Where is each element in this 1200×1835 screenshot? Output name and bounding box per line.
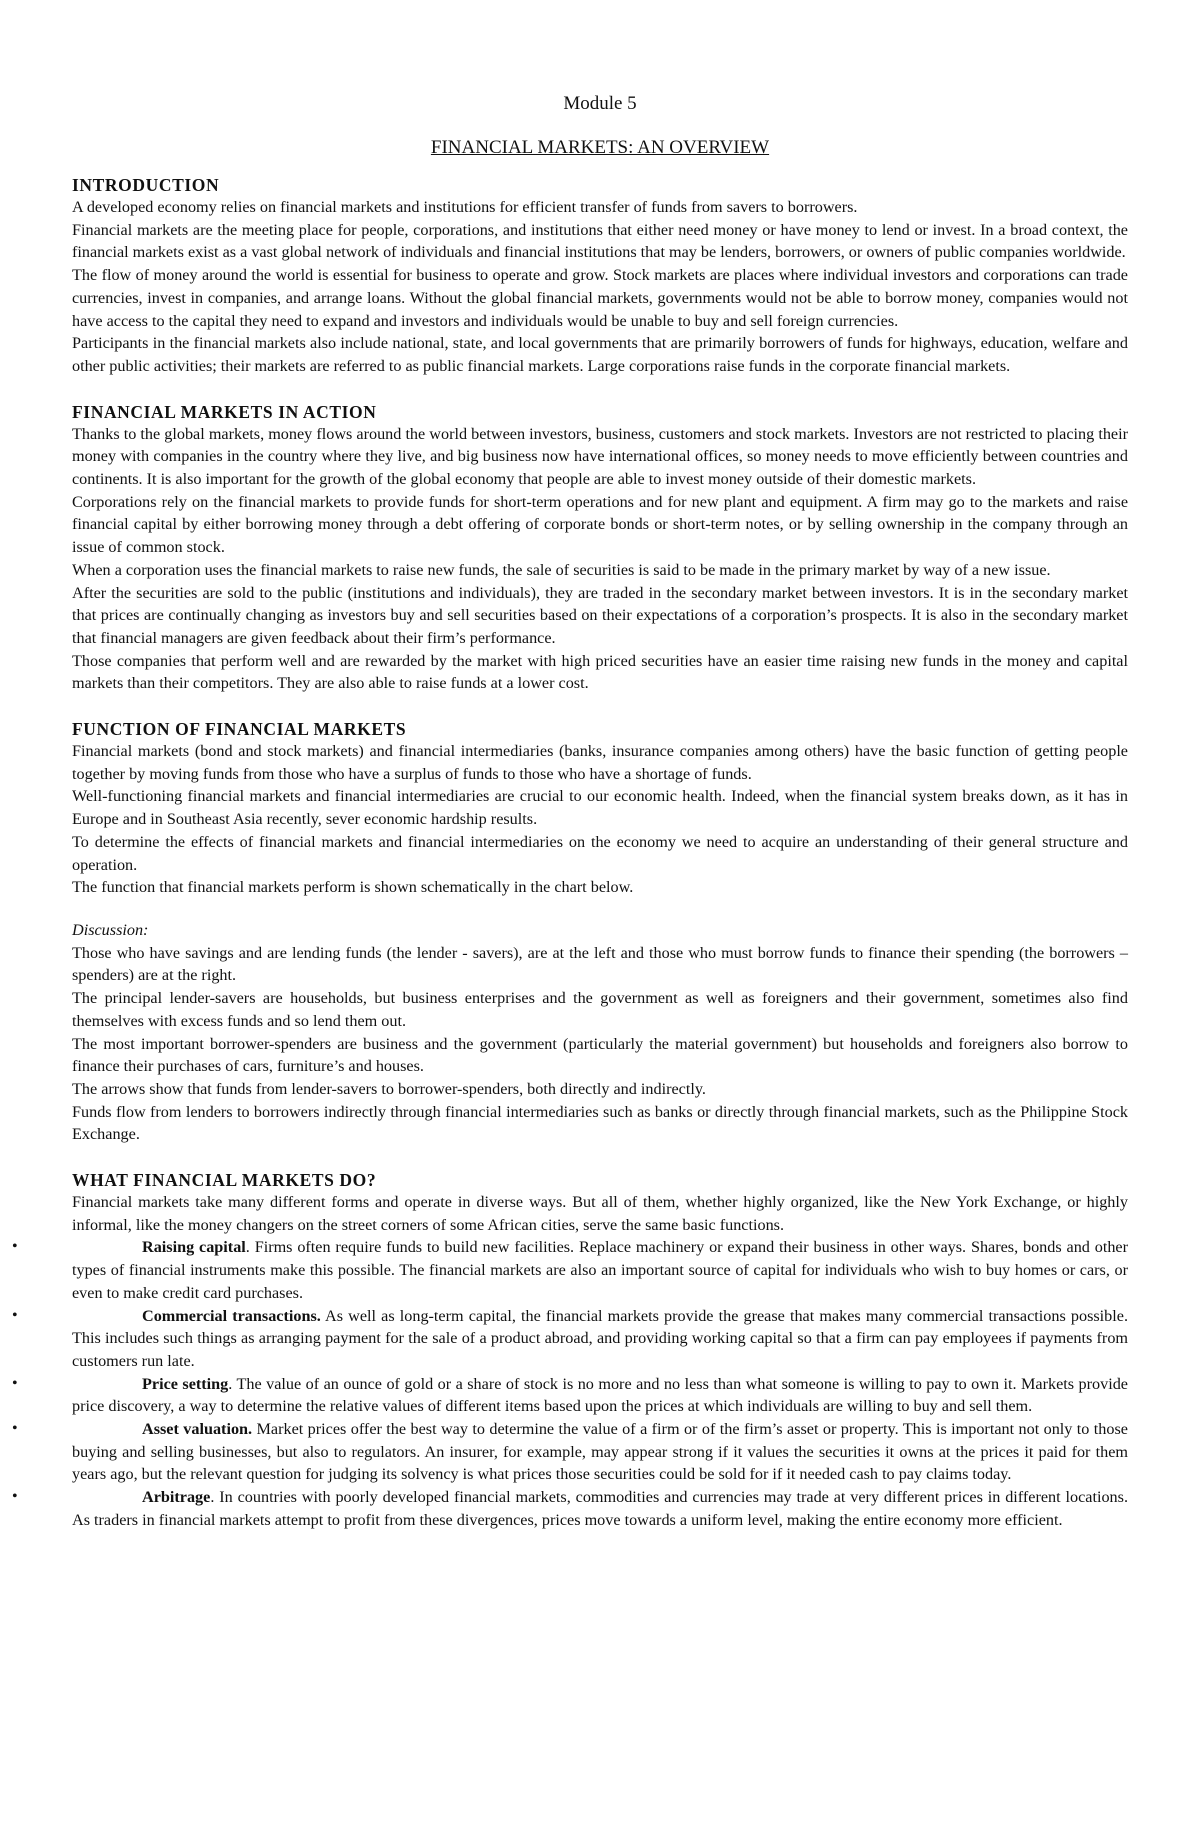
item-lead: Price setting xyxy=(142,1374,229,1393)
paragraph: Financial markets (bond and stock markets) and financial intermediaries (banks, insurance companies among others) have the basic function of getting people together by moving funds from those who have a surplus of funds to those who have a shortage of funds. xyxy=(72,742,1128,783)
item-text: . Firms often require funds to build new facilities. Replace machinery or expand their business in other ways. Shares, bonds and other types of financial instruments make this possible. The financial markets are also an important source of capital for individuals who wish to buy homes or cars, or even to make credit card purchases. xyxy=(72,1238,1129,1302)
section-heading: FUNCTION OF FINANCIAL MARKETS xyxy=(72,719,407,740)
section-in-action xyxy=(72,401,1128,695)
paragraph: Thanks to the global markets, money flows around the world between investors, business, customers and stock markets. Investors are not restricted to placing their money with companies in the country where they live, and big business now have international offices, so money needs to move efficiently between countries and continents. It is also important for the growth of the global economy that people are able to invest money outside of their domestic markets. xyxy=(72,424,1128,489)
bullet-icon: • xyxy=(12,1306,18,1324)
paragraph: Corporations rely on the financial markets to provide funds for short-term operations and for new plant and equipment. A firm may go to the markets and raise financial capital by either borrowing money through a debt offering of corporate bonds or short-term notes, or by selling ownership in the company through an issue of common stock. xyxy=(72,492,1128,557)
paragraph: Those who have savings and are lending funds (the lender - savers), are at the left and those who must borrow funds to finance their spending (the borrowers – spenders) are at the right. xyxy=(72,943,1128,985)
item-text: As well as long-term capital, the financial markets provide the grease that makes many commercial transactions possible. This includes such things as arranging payment for the sale of a product abroad, and providing working capital so that a firm can pay employees if payments from customers run late. xyxy=(72,1306,1128,1370)
item-lead: Raising capital xyxy=(142,1238,246,1257)
document-page xyxy=(12,92,1129,1532)
paragraph: Funds flow from lenders to borrowers indirectly through financial intermediaries such as banks or directly through financial markets, such as the Philippine Stock Exchange. xyxy=(72,1102,1128,1144)
discussion-label: Discussion: xyxy=(72,920,149,939)
item-lead: Arbitrage xyxy=(142,1488,211,1507)
list-item xyxy=(12,1236,1129,1304)
list-item xyxy=(12,1486,1128,1531)
section-what-markets-do xyxy=(12,1169,1129,1532)
section-function xyxy=(72,718,1128,1146)
list-item xyxy=(12,1373,1128,1418)
item-lead: Commercial transactions. xyxy=(142,1306,321,1325)
list-item xyxy=(12,1305,1128,1373)
bullet-icon: • xyxy=(12,1238,18,1256)
module-label: Module 5 xyxy=(563,93,637,114)
section-heading: FINANCIAL MARKETS IN ACTION xyxy=(72,401,377,422)
bullet-icon: • xyxy=(12,1374,18,1392)
paragraph: To determine the effects of financial markets and financial intermediaries on the economy we need to acquire an understanding of their general structure and operation. xyxy=(72,832,1128,874)
item-text: . In countries with poorly developed financial markets, commodities and currencies may trade at very different prices in different locations. As traders in financial markets attempt to profit from these divergences, prices move towards a uniform level, making the entire economy more efficient. xyxy=(72,1488,1128,1529)
paragraph: Well-functioning financial markets and financial intermediaries are crucial to our economic health. Indeed, when the financial system breaks down, as it has in Europe and in Southeast Asia recently, sever economic hardship results. xyxy=(72,787,1128,829)
paragraph: Participants in the financial markets also include national, state, and local governments that are primarily borrowers of funds for highways, education, welfare and other public activities; their markets are referred to as public financial markets. Large corporations raise funds in the corporate financial markets. xyxy=(72,334,1128,375)
paragraph: Financial markets are the meeting place for people, corporations, and institutions that either need money or have money to lend or invest. In a broad context, the financial markets exist as a vast global network of individuals and financial institutions that may be lenders, borrowers, or owners of public companies worldwide. xyxy=(72,220,1128,262)
paragraph: When a corporation uses the financial markets to raise new funds, the sale of securities is said to be made in the primary market by way of a new issue. xyxy=(72,560,1051,579)
paragraph: Those companies that perform well and are rewarded by the market with high priced securities have an easier time raising new funds in the money and capital markets than their competitors. They are also able to raise funds at a lower cost. xyxy=(72,651,1128,693)
list-item xyxy=(12,1418,1128,1486)
paragraph: The principal lender-savers are households, but business enterprises and the government as well as foreigners and their government, sometimes also find themselves with excess funds and so lend them out. xyxy=(72,989,1128,1030)
item-text: Market prices offer the best way to determine the value of a firm or of the firm’s asset or property. This is important not only to those buying and selling businesses, but also to regulators. An insurer, for example, may appear strong if it values the securities it owns at the prices it paid for them years ago, but the relevant question for judging its solvency is what prices those securities could be sold for if it needed cash to pay claims today. xyxy=(72,1420,1128,1484)
section-heading: INTRODUCTION xyxy=(72,175,220,195)
item-lead: Asset valuation. xyxy=(142,1420,253,1439)
item-text: . The value of an ounce of gold or a share of stock is no more and no less than what someone is willing to pay to own it. Markets provide price discovery, a way to determine the relative values of different items based upon the prices at which individuals are willing to buy and sell them. xyxy=(72,1374,1128,1416)
bullet-icon: • xyxy=(12,1420,18,1438)
paragraph: The arrows show that funds from lender-savers to borrower-spenders, both directly and indirectly. xyxy=(72,1079,706,1098)
paragraph: Financial markets take many different forms and operate in diverse ways. But all of them, whether highly organized, like the New York Exchange, or highly informal, like the money changers on the street corners of some African cities, serve the same basic functions. xyxy=(72,1193,1128,1234)
paragraph: The function that financial markets perform is shown schematically in the chart below. xyxy=(72,878,634,897)
paragraph: After the securities are sold to the public (institutions and individuals), they are traded in the secondary market between investors. It is in the secondary market that prices are continually changing as investors buy and sell securities based on their expectations of a corporation’s prospects. It is also in the secondary market that financial managers are given feedback about their firm’s performance. xyxy=(72,583,1128,647)
page-title: FINANCIAL MARKETS: AN OVERVIEW xyxy=(430,137,770,158)
paragraph: The most important borrower-spenders are business and the government (particularly the material government) but households and foreigners also borrow to finance their purchases of cars, furniture’s and houses. xyxy=(72,1034,1128,1076)
paragraph: A developed economy relies on financial markets and institutions for efficient transfer of funds from savers to borrowers. xyxy=(72,198,858,216)
section-heading: WHAT FINANCIAL MARKETS DO? xyxy=(72,1170,377,1191)
function-list xyxy=(12,1236,1129,1531)
section-introduction xyxy=(72,174,1128,378)
bullet-icon: • xyxy=(12,1488,18,1506)
paragraph: The flow of money around the world is essential for business to operate and grow. Stock markets are places where individual investors and corporations can trade currencies, invest in companies, and arrange loans. Without the global financial markets, governments would not be able to borrow money, companies would not have access to the capital they need to expand and investors and individuals would be unable to buy and sell foreign currencies. xyxy=(72,266,1128,330)
